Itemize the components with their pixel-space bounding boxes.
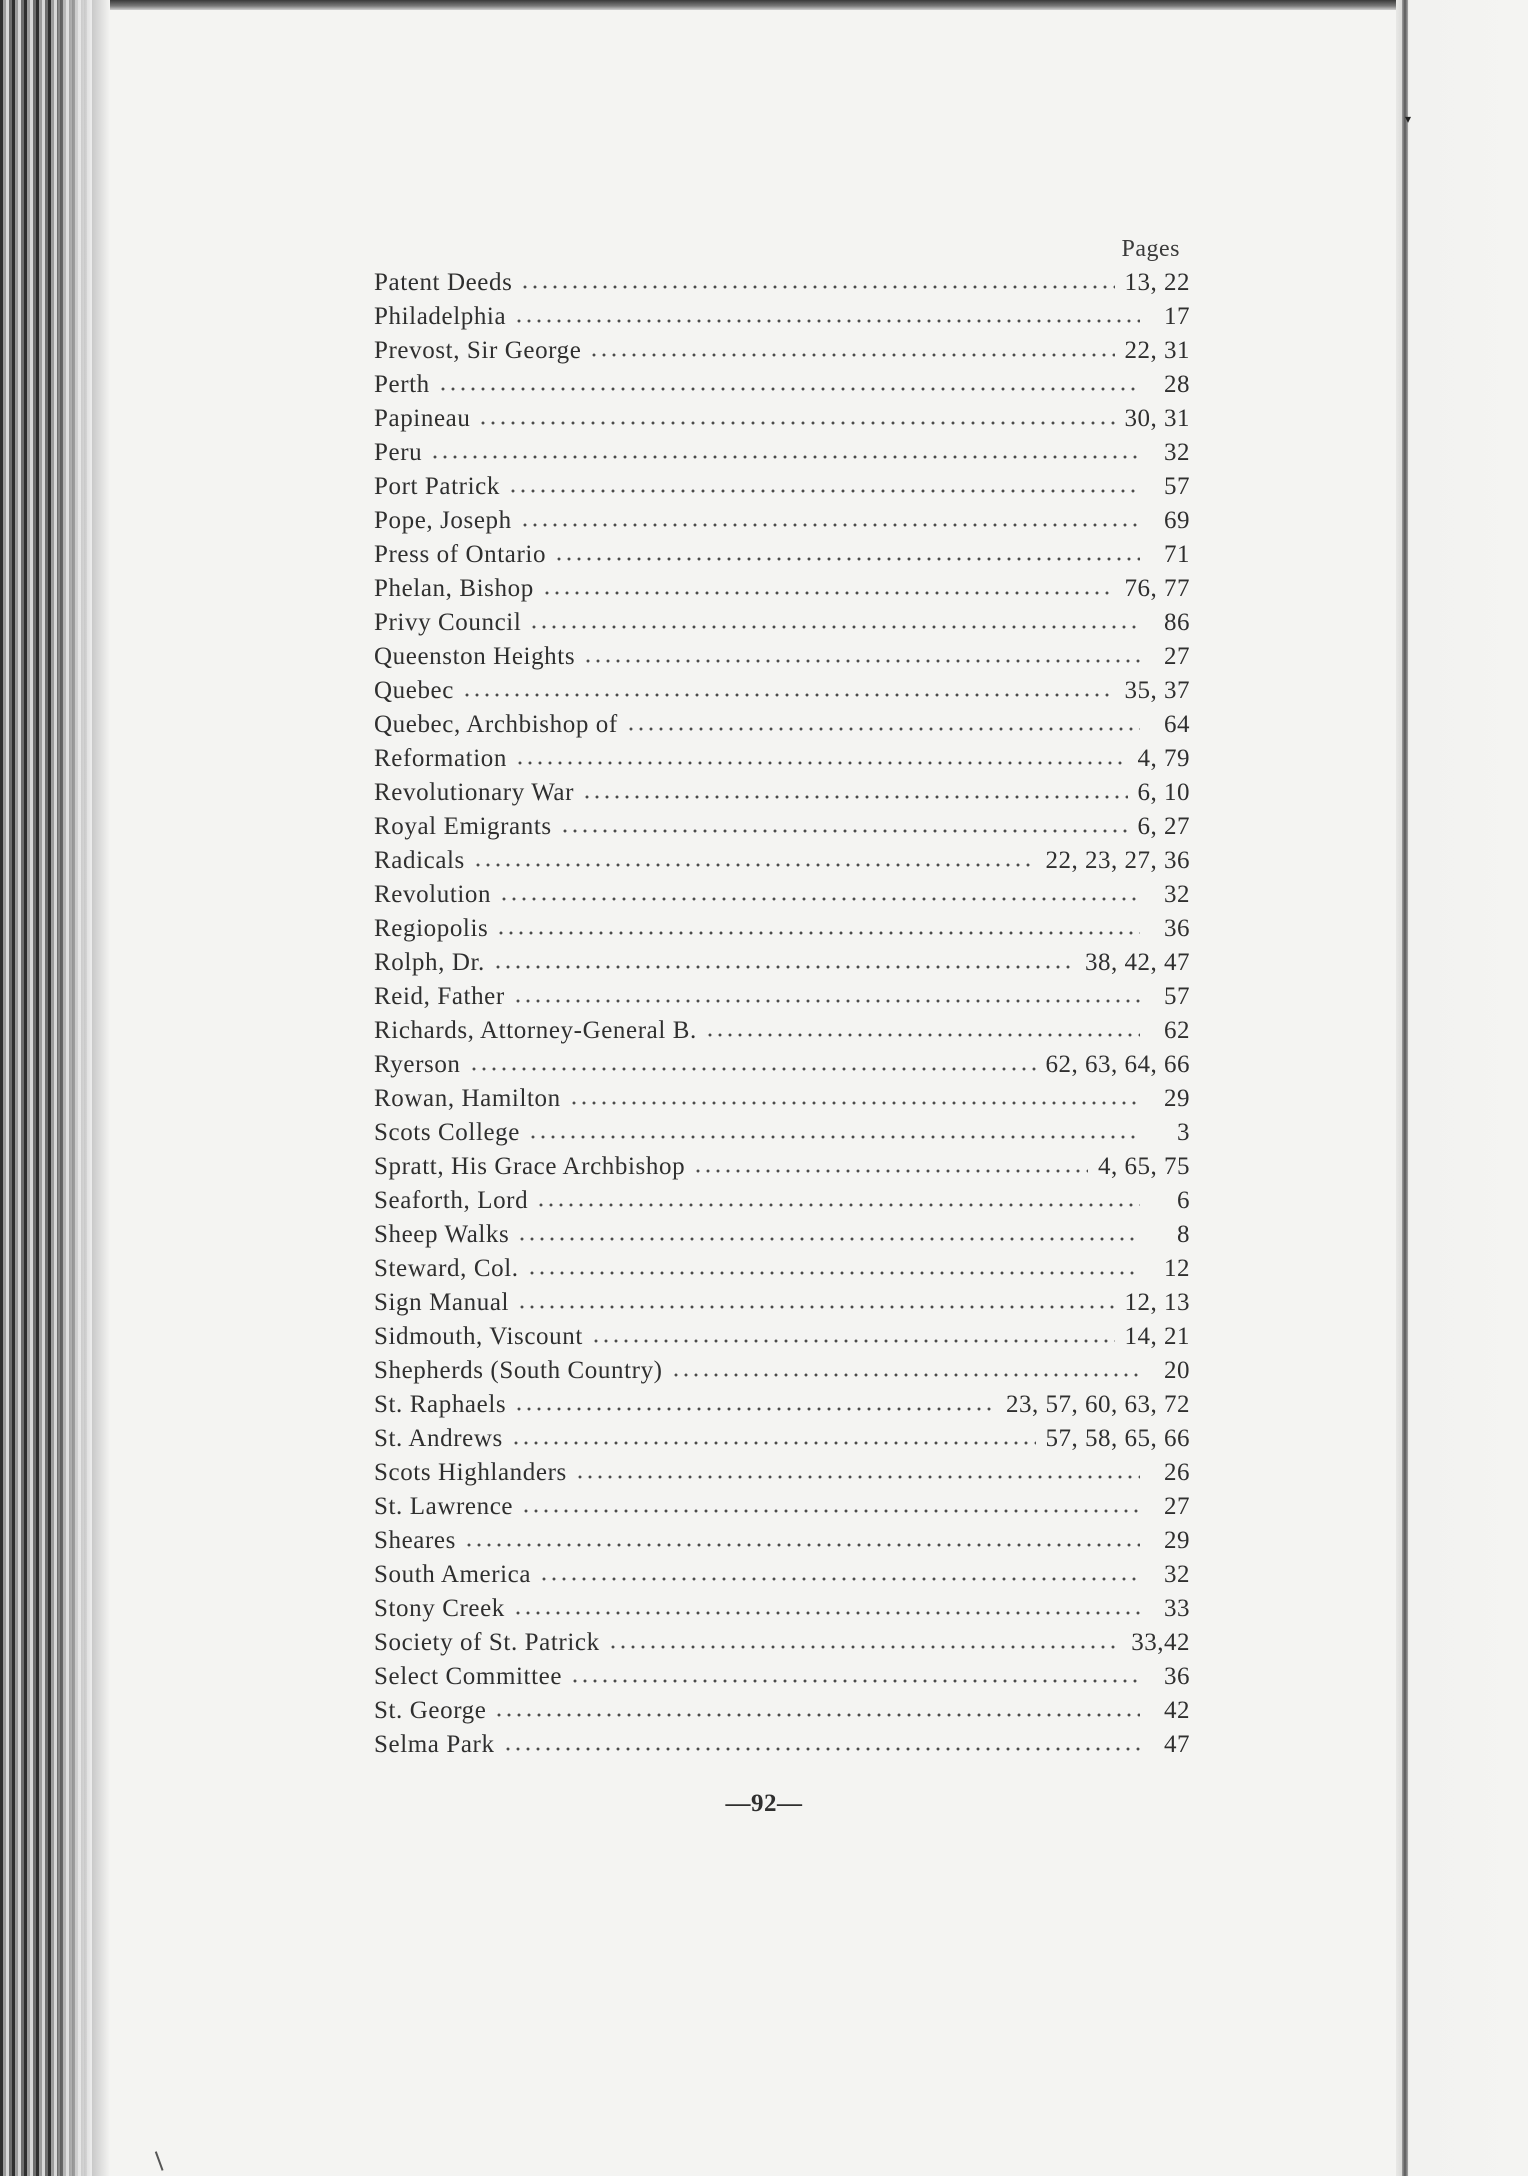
index-entry-pages: 32 [1164, 1561, 1190, 1588]
dot-leader [499, 896, 1140, 902]
index-entry [374, 504, 1190, 538]
dot-leader [473, 862, 1036, 868]
dot-leader [493, 964, 1075, 970]
index-entry-term: Ryerson [374, 1051, 461, 1078]
index-entry-term: Sidmouth, Viscount [374, 1323, 583, 1350]
index-entry-pages: 57 [1164, 473, 1190, 500]
scan-mark-icon: ▾ [1405, 112, 1412, 126]
index-entry-term: Seaforth, Lord [374, 1187, 529, 1214]
dot-leader [671, 1372, 1140, 1378]
index-entry [374, 1626, 1190, 1660]
index-entry-term: Patent Deeds [374, 269, 513, 296]
dot-leader [430, 454, 1140, 460]
dot-leader [626, 726, 1140, 732]
index-entry-term: Regiopolis [374, 915, 489, 942]
index-entry-term: Press of Ontario [374, 541, 547, 568]
scan-top-edge [0, 0, 1528, 10]
index-entry [374, 1490, 1190, 1524]
index-entry-pages: 62, 63, 64, 66 [1045, 1051, 1190, 1078]
index-entry-term: Scots Highlanders [374, 1459, 567, 1486]
dot-leader [517, 1236, 1140, 1242]
index-entry-pages: 28 [1164, 371, 1190, 398]
index-entry [374, 946, 1190, 980]
index-entry [374, 1286, 1190, 1320]
index-entry-pages: 32 [1164, 881, 1190, 908]
index-entry-term: Scots College [374, 1119, 520, 1146]
dot-leader [464, 1542, 1140, 1548]
index-entry-term: Society of St. Patrick [374, 1629, 600, 1656]
index-entry [374, 1660, 1190, 1694]
index-entry-pages: 3 [1177, 1119, 1190, 1146]
index-entry-term: Richards, Attorney-General B. [374, 1017, 697, 1044]
index-entry-term: St. George [374, 1697, 487, 1724]
dot-leader [575, 1474, 1140, 1480]
index-entry-pages: 76, 77 [1124, 575, 1190, 602]
index-entry-term: Quebec [374, 677, 454, 704]
index-entry-pages: 20 [1164, 1357, 1190, 1384]
dot-leader [705, 1032, 1140, 1038]
index-entry-term: St. Lawrence [374, 1493, 514, 1520]
index-entry-term: Sheares [374, 1527, 456, 1554]
index-entry-list [374, 266, 1190, 1762]
index-entry [374, 980, 1190, 1014]
dot-leader [514, 1406, 996, 1412]
index-entry-term: Steward, Col. [374, 1255, 519, 1282]
index-entry-pages: 32 [1164, 439, 1190, 466]
dot-leader [693, 1168, 1088, 1174]
dot-leader [513, 998, 1140, 1004]
index-entry-term: Sign Manual [374, 1289, 510, 1316]
book-page-edges [0, 0, 92, 2176]
index-entry-term: St. Raphaels [374, 1391, 507, 1418]
index-entry-term: Pope, Joseph [374, 507, 512, 534]
index-entry-pages: 57, 58, 65, 66 [1045, 1425, 1190, 1452]
index-entry-term: Phelan, Bishop [374, 575, 534, 602]
index-entry [374, 844, 1190, 878]
dot-leader [438, 386, 1140, 392]
index-entry-term: Port Patrick [374, 473, 500, 500]
index-entry-term: Shepherds (South Country) [374, 1357, 663, 1384]
dot-leader [513, 1610, 1140, 1616]
index-entry [374, 1354, 1190, 1388]
index-entry-term: Reid, Father [374, 983, 505, 1010]
index-entry-pages: 29 [1164, 1527, 1190, 1554]
index-entry-pages: 4, 79 [1137, 745, 1190, 772]
index-entry-term: Quebec, Archbishop of [374, 711, 618, 738]
index-entry-pages: 8 [1177, 1221, 1190, 1248]
index-entry-pages: 62 [1164, 1017, 1190, 1044]
page-gutter-shadow [92, 0, 110, 2176]
index-entry [374, 1388, 1190, 1422]
index-entry [374, 436, 1190, 470]
index-entry [374, 810, 1190, 844]
index-entry [374, 1728, 1190, 1762]
index-entry-term: Royal Emigrants [374, 813, 552, 840]
index-entry [374, 1082, 1190, 1116]
index-entry [374, 1456, 1190, 1490]
index-entry-pages: 12, 13 [1124, 1289, 1190, 1316]
index-entry-pages: 42 [1164, 1697, 1190, 1724]
dot-leader [536, 1202, 1140, 1208]
index-entry-pages: 36 [1164, 915, 1190, 942]
dot-leader [514, 318, 1140, 324]
index-entry [374, 1558, 1190, 1592]
dot-leader [508, 488, 1140, 494]
index-entry [374, 1218, 1190, 1252]
index-entry-pages: 27 [1164, 643, 1190, 670]
dot-leader [554, 556, 1140, 562]
index-entry-term: Papineau [374, 405, 471, 432]
dot-leader [570, 1678, 1140, 1684]
dot-leader [517, 1304, 1114, 1310]
index-entry-pages: 36 [1164, 1663, 1190, 1690]
index-entry [374, 538, 1190, 572]
index-entry-pages: 4, 65, 75 [1098, 1153, 1190, 1180]
dot-leader [591, 1338, 1115, 1344]
index-entry-pages: 6 [1177, 1187, 1190, 1214]
index-entry-pages: 47 [1164, 1731, 1190, 1758]
index-entry-pages: 26 [1164, 1459, 1190, 1486]
dot-leader [494, 1712, 1140, 1718]
page-number: —92— [725, 1790, 803, 1817]
index-entry-term: Privy Council [374, 609, 522, 636]
index-entry [374, 266, 1190, 300]
dot-leader [582, 794, 1127, 800]
index-entry [374, 606, 1190, 640]
index-entry [374, 470, 1190, 504]
dot-leader [529, 624, 1140, 630]
index-header [374, 232, 1190, 266]
index-entry-term: Rowan, Hamilton [374, 1085, 561, 1112]
index-entry [374, 1252, 1190, 1286]
dot-leader [503, 1746, 1140, 1752]
index-entry-pages: 38, 42, 47 [1085, 949, 1190, 976]
index-entry-pages: 33,42 [1131, 1629, 1190, 1656]
index-entry [374, 402, 1190, 436]
index-entry-pages: 86 [1164, 609, 1190, 636]
index-entry-pages: 57 [1164, 983, 1190, 1010]
index-entry-term: St. Andrews [374, 1425, 503, 1452]
index-entry [374, 912, 1190, 946]
index-entry-term: Spratt, His Grace Archbishop [374, 1153, 686, 1180]
index-entry-pages: 12 [1164, 1255, 1190, 1282]
index-entry-term: Perth [374, 371, 430, 398]
index-entry [374, 708, 1190, 742]
index-entry [374, 1184, 1190, 1218]
index-entry [374, 1014, 1190, 1048]
index-entry-pages: 33 [1164, 1595, 1190, 1622]
index-entry-term: Selma Park [374, 1731, 495, 1758]
dot-leader [583, 658, 1140, 664]
dot-leader [560, 828, 1128, 834]
index-entry-term: Revolution [374, 881, 492, 908]
index-entry-term: Select Committee [374, 1663, 563, 1690]
dot-leader [511, 1440, 1036, 1446]
dot-leader [539, 1576, 1140, 1582]
index-entry-term: Reformation [374, 745, 507, 772]
index-entry-term: Prevost, Sir George [374, 337, 582, 364]
dot-leader [542, 590, 1115, 596]
index-entry-term: Revolutionary War [374, 779, 575, 806]
index-entry [374, 1524, 1190, 1558]
index-entry [374, 1320, 1190, 1354]
index-entry [374, 334, 1190, 368]
index-entry [374, 1048, 1190, 1082]
index-entry-pages: 29 [1164, 1085, 1190, 1112]
index-entry-pages: 64 [1164, 711, 1190, 738]
index-entry-pages: 71 [1164, 541, 1190, 568]
right-binding-line [1402, 0, 1408, 2176]
index-entry [374, 640, 1190, 674]
dot-leader [589, 352, 1114, 358]
index-entry-pages: 69 [1164, 507, 1190, 534]
index-entry-term: South America [374, 1561, 532, 1588]
index-entry-term: Philadelphia [374, 303, 507, 330]
index-entry-term: Queenston Heights [374, 643, 576, 670]
index-entry-pages: 23, 57, 60, 63, 72 [1006, 1391, 1190, 1418]
index-entry [374, 1422, 1190, 1456]
index-entry [374, 1592, 1190, 1626]
index-entry-term: Rolph, Dr. [374, 949, 485, 976]
index-section [374, 232, 1190, 1762]
index-entry-pages: 30, 31 [1124, 405, 1190, 432]
index-entry-pages: 27 [1164, 1493, 1190, 1520]
index-entry-pages: 13, 22 [1124, 269, 1190, 296]
index-entry [374, 878, 1190, 912]
index-entry-pages: 14, 21 [1124, 1323, 1190, 1350]
dot-leader [469, 1066, 1036, 1072]
index-entry-pages: 17 [1164, 303, 1190, 330]
dot-leader [496, 930, 1140, 936]
index-entry-pages: 6, 10 [1137, 779, 1190, 806]
index-entry-pages: 35, 37 [1124, 677, 1190, 704]
index-entry-term: Peru [374, 439, 423, 466]
dot-leader [520, 284, 1114, 290]
index-entry [374, 1150, 1190, 1184]
index-entry-term: Stony Creek [374, 1595, 505, 1622]
index-entry [374, 1116, 1190, 1150]
pages-column-heading: Pages [1121, 236, 1180, 262]
right-gutter [1396, 0, 1528, 2176]
dot-leader [520, 522, 1140, 528]
dot-leader [527, 1270, 1140, 1276]
dot-leader [521, 1508, 1140, 1514]
dot-leader [569, 1100, 1140, 1106]
dot-leader [515, 760, 1128, 766]
index-entry-pages: 22, 31 [1124, 337, 1190, 364]
index-entry [374, 742, 1190, 776]
dot-leader [528, 1134, 1140, 1140]
dot-leader [462, 692, 1115, 698]
index-entry [374, 300, 1190, 334]
dot-leader [608, 1644, 1122, 1650]
index-entry [374, 572, 1190, 606]
index-entry-pages: 6, 27 [1137, 813, 1190, 840]
index-entry-term: Radicals [374, 847, 465, 874]
index-entry [374, 776, 1190, 810]
index-entry [374, 1694, 1190, 1728]
index-entry [374, 368, 1190, 402]
dot-leader [478, 420, 1114, 426]
index-entry-pages: 22, 23, 27, 36 [1045, 847, 1190, 874]
index-entry [374, 674, 1190, 708]
index-entry-term: Sheep Walks [374, 1221, 510, 1248]
